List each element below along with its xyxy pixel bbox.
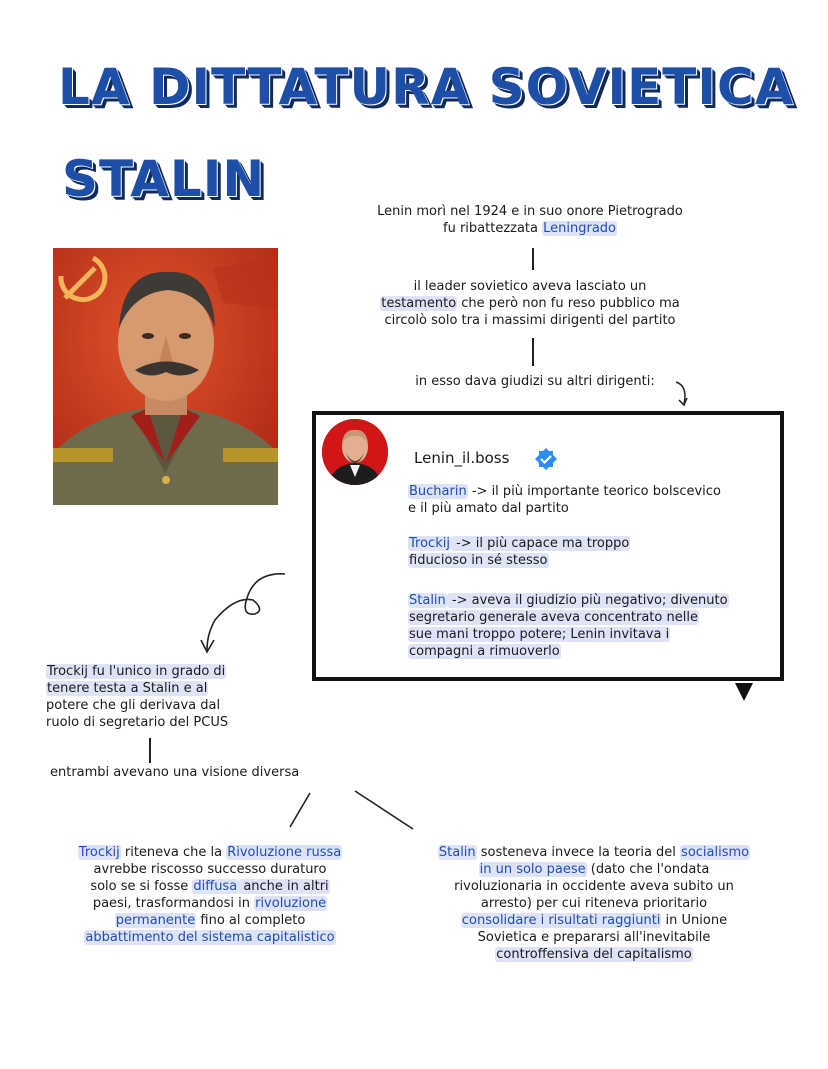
curly-arrow-icon [195, 568, 295, 658]
trotsky-view-text: solo se si fosse [90, 879, 193, 894]
permanente-highlight: permanente [115, 913, 196, 928]
stalin-text: sue mani troppo potere; Lenin invitava i [409, 627, 670, 642]
socialismo-highlight: socialismo [681, 845, 750, 860]
testament-line3: circolò solo tra i massimi dirigenti del partito [384, 313, 676, 328]
tweet-username: Lenin_il.boss [414, 449, 510, 467]
stalin-view-note [408, 844, 780, 963]
judgements-intro: in esso dava giudizi su altri dirigenti: [415, 374, 655, 389]
tweet-card [312, 411, 784, 681]
stalin-text: segretario generale aveva concentrato nelle [409, 610, 698, 625]
testament-line1: il leader sovietico aveva lasciato un [413, 279, 647, 294]
trotsky-view-text: paesi, trasformandosi in [92, 896, 255, 911]
bukharin-text: e il più amato dal partito [408, 501, 569, 516]
stalin-view-text: sosteneva invece la teoria del [476, 845, 681, 860]
verified-badge-icon [534, 447, 558, 471]
connector-line [532, 248, 534, 270]
different-vision-note: entrambi avevano una visione diversa [50, 765, 300, 780]
trotsky-view-text: fino al completo [196, 913, 306, 928]
stalin-text: -> aveva il giudizio più negativo; divenuto [447, 593, 728, 608]
stalin-view-text: Sovietica e prepararsi all'inevitabile [477, 930, 711, 945]
page-subtitle: STALIN [62, 150, 266, 208]
testament-highlight: testamento [381, 296, 457, 311]
testament-note [330, 278, 730, 329]
stalin-name: Stalin [409, 593, 446, 608]
trotsky-opposition-line: Trockij fu l'unico in grado di [47, 664, 226, 679]
bukharin-name: Bucharin [409, 484, 467, 499]
stalin-portrait [53, 248, 278, 505]
tweet-stalin [408, 592, 768, 660]
trotsky-view-name: Trockij [78, 845, 120, 860]
abbattimento-highlight: abbattimento del sistema capitalistico [85, 930, 335, 945]
tweet-tail [735, 683, 753, 701]
tweet-bukharin [408, 483, 768, 517]
stalin-view-text: arresto) per cui riteneva prioritario [480, 896, 708, 911]
stalin-text: compagni a rimuoverlo [409, 644, 560, 659]
trotsky-opposition-line: ruolo di segretario del PCUS [46, 715, 229, 730]
trotsky-name: Trockij [409, 536, 450, 551]
trotsky-view-text: riteneva che la [120, 845, 227, 860]
stalin-view-name: Stalin [438, 845, 476, 860]
bukharin-text: -> il più importante teorico bolscevico [467, 484, 721, 499]
stalin-view-text: (dato che l'ondata [586, 862, 710, 877]
consolidare-highlight: consolidare i risultati raggiunti [461, 913, 661, 928]
trotsky-opposition-note [46, 663, 306, 731]
rivoluzione-russa-highlight: Rivoluzione russa [227, 845, 342, 860]
trotsky-opposition-line: potere che gli derivava dal [46, 698, 221, 713]
curved-arrow-icon [672, 378, 694, 410]
page-title: LA DITTATURA SOVIETICA [58, 58, 795, 116]
leningrado-highlight: Leningrado [543, 221, 616, 236]
rivoluzione-highlight: rivoluzione [255, 896, 327, 911]
lenin-death-line2: fu ribattezzata [443, 221, 543, 236]
testament-line2: che però non fu reso pubblico ma [457, 296, 680, 311]
trotsky-view-text: avrebbe riscosso successo duraturo [93, 862, 327, 877]
tweet-trotsky [408, 535, 768, 569]
lenin-death-line1: Lenin morì nel 1924 e in suo onore Pietrogrado [377, 204, 683, 219]
connector-line [149, 738, 151, 763]
connector-line [532, 338, 534, 366]
trotsky-text: -> il più capace ma troppo [451, 536, 630, 551]
trotsky-view-text: anche in altri [239, 879, 329, 894]
solo-paese-highlight: in un solo paese [479, 862, 586, 877]
diffusa-highlight: diffusa [193, 879, 238, 894]
lenin-avatar [322, 419, 388, 485]
branch-lines [280, 785, 420, 835]
stalin-view-text: in Unione [661, 913, 728, 928]
trotsky-opposition-line: tenere testa a Stalin e al [47, 681, 208, 696]
trotsky-text: fiducioso in sé stesso [409, 553, 548, 568]
stalin-view-text: rivoluzionaria in occidente aveva subito un [454, 879, 734, 894]
trotsky-view-note [40, 844, 380, 946]
lenin-death-note [330, 203, 730, 237]
stalin-view-text: controffensiva del capitalismo [496, 947, 692, 962]
